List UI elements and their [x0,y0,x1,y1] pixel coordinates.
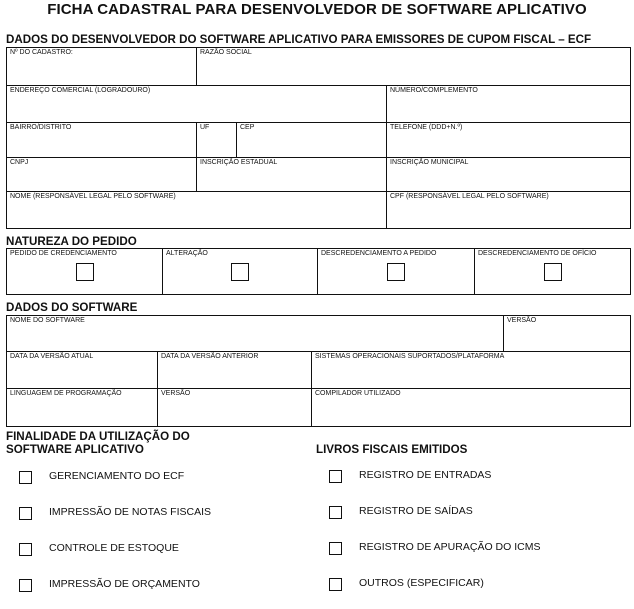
cnpj-field[interactable] [7,158,197,192]
pedido-option-descredenciamento-pedido[interactable] [318,249,475,295]
finalidade-heading-line1: FINALIDADE DA UTILIZAÇÃO DO [6,430,190,443]
pedido-option-label: PEDIDO DE CREDENCIAMENTO [10,250,117,257]
versao-linguagem-field[interactable] [158,389,312,427]
compilador-field[interactable] [312,389,631,427]
pedido-option-label: DESCREDENCIAMENTO DE OFÍCIO [478,250,597,257]
finalidade-label: IMPRESSÃO DE NOTAS FISCAIS [49,506,212,518]
checkbox-controle-estoque[interactable] [19,543,32,556]
numero-field[interactable] [387,86,631,123]
livros-label: REGISTRO DE SAÍDAS [359,505,473,517]
data-versao-anterior-label: DATA DA VERSÃO ANTERIOR [161,353,259,360]
endereco-label: ENDEREÇO COMERCIAL (LOGRADOURO) [10,87,151,94]
telefone-label: TELEFONE (DDD+N.º) [390,124,463,131]
cpf-responsavel-field[interactable] [387,192,631,229]
pedido-option-alteracao[interactable] [163,249,318,295]
compilador-label: COMPILADOR UTILIZADO [315,390,401,397]
finalidade-label: GERENCIAMENTO DO ECF [49,470,185,482]
cadastro-label: Nº DO CADASTRO: [10,49,73,56]
razao-social-label: RAZÃO SOCIAL [200,49,252,56]
pedido-section-heading: NATUREZA DO PEDIDO [6,235,137,248]
checkbox-outros[interactable] [329,578,342,591]
livros-label: REGISTRO DE ENTRADAS [359,469,492,481]
versao-field[interactable] [504,316,631,352]
pedido-option-label: DESCREDENCIAMENTO A PEDIDO [321,250,437,257]
inscricao-estadual-label: INSCRIÇÃO ESTADUAL [200,159,278,166]
inscricao-municipal-field[interactable] [387,158,631,192]
checkbox-gerenciamento-ecf[interactable] [19,471,32,484]
cadastro-field[interactable] [7,48,197,86]
pedido-option-credenciamento[interactable] [7,249,163,295]
numero-label: NÚMERO/COMPLEMENTO [390,87,478,94]
cnpj-label: CNPJ [10,159,29,166]
inscricao-estadual-field[interactable] [197,158,387,192]
endereco-field[interactable] [7,86,387,123]
cpf-responsavel-label: CPF (RESPONSÁVEL LEGAL PELO SOFTWARE) [390,193,549,200]
checkbox-registro-apuracao-icms[interactable] [329,542,342,555]
pedido-option-label: ALTERAÇÃO [166,250,208,257]
livros-label: OUTROS (ESPECIFICAR) [359,577,484,589]
checkbox-alteracao[interactable] [231,263,249,281]
uf-field[interactable] [197,123,237,158]
checkbox-impressao-orcamento[interactable] [19,579,32,592]
linguagem-field[interactable] [7,389,158,427]
linguagem-label: LINGUAGEM DE PROGRAMAÇÃO [10,390,122,397]
versao-label: VERSÃO [507,317,537,324]
developer-data-table [6,47,631,229]
livros-heading: LIVROS FISCAIS EMITIDOS [316,443,468,456]
razao-social-field[interactable] [197,48,631,86]
checkbox-impressao-notas[interactable] [19,507,32,520]
software-section-heading: DADOS DO SOFTWARE [6,301,138,314]
sistemas-operacionais-field[interactable] [312,352,631,389]
data-versao-atual-label: DATA DA VERSÃO ATUAL [10,353,94,360]
bairro-label: BAIRRO/DISTRITO [10,124,72,131]
nome-software-field[interactable] [7,316,504,352]
pedido-table [6,248,631,295]
checkbox-descredenciamento-pedido[interactable] [387,263,405,281]
developer-section-heading: DADOS DO DESENVOLVEDOR DO SOFTWARE APLICATIVO PARA EMISSORES DE CUPOM FISCAL – ECF [6,33,592,46]
nome-software-label: NOME DO SOFTWARE [10,317,85,324]
cep-field[interactable] [237,123,387,158]
finalidade-label: CONTROLE DE ESTOQUE [49,542,179,554]
nome-responsavel-field[interactable] [7,192,387,229]
data-versao-atual-field[interactable] [7,352,158,389]
pedido-option-descredenciamento-oficio[interactable] [475,249,631,295]
livros-label: REGISTRO DE APURAÇÃO DO ICMS [359,541,541,553]
checkbox-descredenciamento-oficio[interactable] [544,263,562,281]
checkbox-registro-entradas[interactable] [329,470,342,483]
form-title: FICHA CADASTRAL PARA DESENVOLVEDOR DE SOFTWARE APLICATIVO [47,1,587,18]
uf-label: UF [200,124,210,131]
software-data-table [6,315,631,427]
finalidade-heading-line2: SOFTWARE APLICATIVO [6,443,144,456]
finalidade-label: IMPRESSÃO DE ORÇAMENTO [49,578,200,590]
finalidade-heading [6,430,190,456]
cep-label: CEP [240,124,255,131]
versao-linguagem-label: VERSÃO [161,390,191,397]
data-versao-anterior-field[interactable] [158,352,312,389]
checkbox-registro-saidas[interactable] [329,506,342,519]
sistemas-operacionais-label: SISTEMAS OPERACIONAIS SUPORTADOS/PLATAFORMA [315,353,505,360]
inscricao-municipal-label: INSCRIÇÃO MUNICIPAL [390,159,469,166]
checkbox-credenciamento[interactable] [76,263,94,281]
bairro-field[interactable] [7,123,197,158]
telefone-field[interactable] [387,123,631,158]
nome-responsavel-label: NOME (RESPONSÁVEL LEGAL PELO SOFTWARE) [10,193,176,200]
